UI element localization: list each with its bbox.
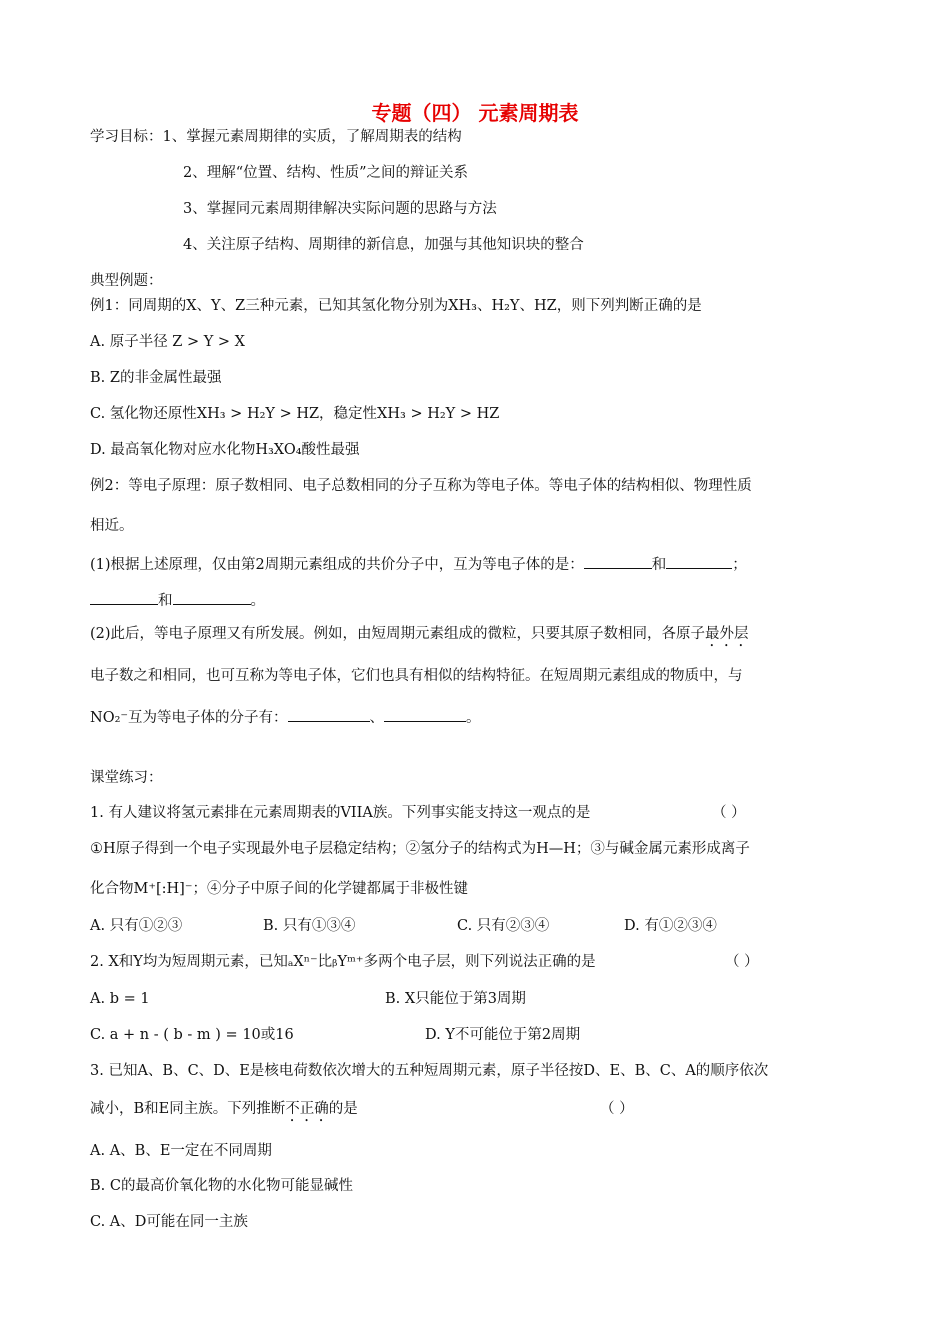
example-1-option-b: B. Z的非金属性最强: [90, 370, 222, 386]
goal-item-2: 2、理解“位置、结构、性质”之间的辩证关系: [183, 165, 469, 181]
semicolon-text: ；: [732, 557, 747, 573]
answer-blank[interactable]: [288, 707, 370, 722]
practice-q1-option-b: B. 只有①③④: [263, 918, 356, 934]
practice-q1-line-2: ①H原子得到一个电子实现最外电子层稳定结构；②氢分子的结构式为H—H；③与碱金属元素形成离子: [90, 841, 750, 857]
practice-q1-paren: （ ）: [712, 805, 746, 821]
practice-q2-option-d: D. Y不可能位于第2周期: [425, 1027, 581, 1043]
emphasized-text: 最外层: [705, 626, 749, 642]
end-text: 。: [250, 593, 265, 609]
example-2-q1-line-1: [90, 554, 747, 575]
answer-blank[interactable]: [90, 590, 158, 605]
goal-item-4: 4、关注原子结构、周期律的新信息，加强与其他知识块的整合: [183, 237, 584, 253]
and-text: 和: [651, 557, 667, 573]
goals-line-1: [90, 127, 462, 147]
q3-text-end: 的是: [328, 1101, 358, 1117]
q1-text: (1)根据上述原理，仅由第2周期元素组成的共价分子中，互为等电子体的是：: [90, 557, 584, 573]
page-title: 专题（四） 元素周期表: [371, 101, 579, 125]
goal-item-3: 3、掌握同元素周期律解决实际问题的思路与方法: [183, 201, 497, 217]
end-text: 。: [466, 710, 481, 726]
practice-heading: 课堂练习：: [90, 770, 163, 786]
practice-q2-option-a: A. b = 1: [90, 991, 150, 1007]
practice-q3-option-a: A. A、B、E一定在不同周期: [90, 1143, 272, 1159]
example-1-option-a: A. 原子半径 Z > Y > X: [90, 334, 246, 350]
practice-q1-option-d: D. 有①②③④: [624, 918, 717, 934]
practice-q2-stem: 2. X和Y均为短周期元素，已知ₐXⁿ⁻比ᵦYᵐ⁺多两个电子层，则下列说法正确的是: [90, 954, 596, 970]
practice-q3-stem-line-1: 3. 已知A、B、C、D、E是核电荷数依次增大的五种短周期元素，原子半径按D、E、B、C、A的顺序依次: [90, 1063, 769, 1079]
example-1-option-d: D. 最高氧化物对应水化物H₃XO₄酸性最强: [90, 442, 360, 458]
example-2-stem-line-2: 相近。: [90, 518, 134, 534]
goal-item-1: 1、掌握元素周期律的实质，了解周期表的结构: [162, 129, 462, 145]
practice-q2-option-c: C. a + n - ( b - m ) = 10或16: [90, 1027, 294, 1043]
example-2-q2-line-2: 电子数之和相同，也可互称为等电子体，它们也具有相似的结构特征。在短周期元素组成的物质中，与: [90, 668, 743, 684]
practice-q3-paren: （ ）: [600, 1101, 634, 1117]
example-1-stem: 例1：同周期的X、Y、Z三种元素，已知其氢化物分别为XH₃、H₂Y、HZ，则下列判断正确的是: [90, 298, 702, 314]
example-1-option-c: C. 氢化物还原性XH₃ > H₂Y > HZ，稳定性XH₃ > H₂Y > HZ: [90, 406, 500, 422]
separator-text: 、: [369, 710, 385, 726]
answer-blank[interactable]: [584, 554, 652, 569]
example-2-q2-line-3: [90, 707, 481, 728]
goals-label: 学习目标：: [90, 129, 163, 145]
and-text: 和: [158, 593, 173, 609]
q3-text: 减小，B和E同主族。下列推断: [90, 1101, 286, 1117]
practice-q3-option-b: B. C的最高价氧化物的水化物可能显碱性: [90, 1178, 353, 1194]
answer-blank[interactable]: [384, 707, 466, 722]
examples-heading: 典型例题：: [90, 273, 163, 289]
practice-q3-option-c: C. A、D可能在同一主族: [90, 1214, 248, 1230]
example-2-q1-line-2: [90, 590, 265, 611]
practice-q1-stem: [90, 803, 590, 823]
practice-q1-option-c: C. 只有②③④: [457, 918, 550, 934]
example-2-q2-line-1: [90, 624, 749, 650]
practice-q2-paren: （ ）: [725, 954, 759, 970]
answer-blank[interactable]: [173, 590, 251, 605]
practice-q1-line-3: 化合物M⁺[:H]⁻；④分子中原子间的化学键都属于非极性键: [90, 881, 468, 897]
answer-blank[interactable]: [666, 554, 732, 569]
practice-q2-option-b: B. X只能位于第3周期: [385, 991, 526, 1007]
q2-line3-text: NO₂⁻互为等电子体的分子有：: [90, 710, 288, 726]
example-2-stem-line-1: 例2：等电子原理：原子数相同、电子总数相同的分子互称为等电子体。等电子体的结构相似、物理性质: [90, 478, 752, 494]
q1-stem-text: 1. 有人建议将氢元素排在元素周期表的VIIA族。下列事实能支持这一观点的是: [90, 805, 591, 821]
practice-q3-stem-line-2: [90, 1099, 358, 1125]
emphasized-text: 不正确: [285, 1101, 329, 1117]
practice-q1-option-a: A. 只有①②③: [90, 918, 183, 934]
q2-text: (2)此后，等电子原理又有所发展。例如，由短周期元素组成的微粒，只要其原子数相同，各原子: [90, 626, 706, 642]
